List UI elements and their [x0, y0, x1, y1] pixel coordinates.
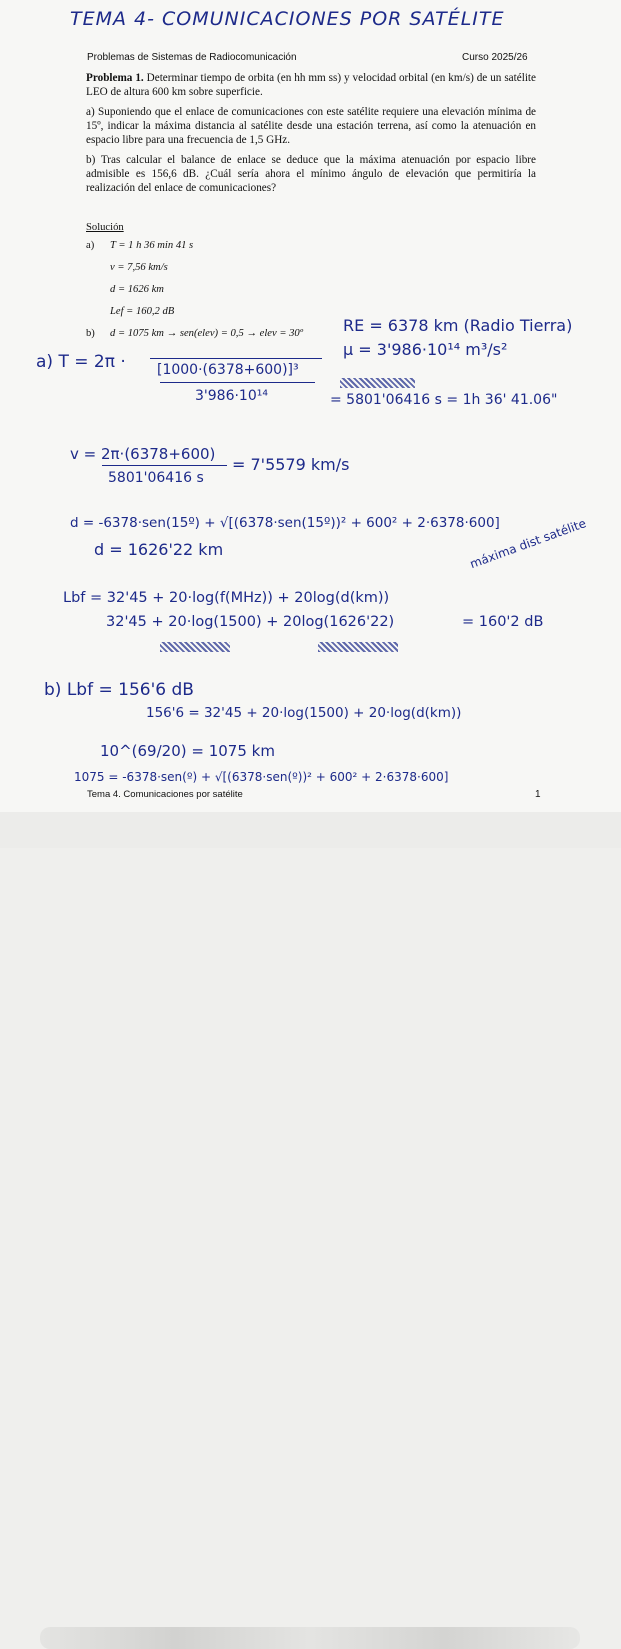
- bottom-strip: [0, 812, 621, 848]
- hw-velocity-expr: v = 2π·(6378+600): [70, 445, 216, 463]
- hw-lbf-formula: Lbf = 32'45 + 20·log(f(MHz)) + 20log(d(km)): [63, 590, 390, 606]
- hw-scribble: [160, 642, 230, 652]
- hw-distance-result: d = 1626'22 km: [94, 540, 224, 559]
- hw-lbf-result: = 160'2 dB: [462, 614, 544, 630]
- hw-b-equation: 156'6 = 32'45 + 20·log(1500) + 20·log(d(km)): [146, 705, 462, 721]
- solution-row: [86, 284, 536, 296]
- solution-b-label: b): [86, 328, 95, 339]
- hw-max-distance-note: máxima dist satélite: [468, 516, 588, 572]
- solution-a-distance: d = 1626 km: [110, 284, 164, 295]
- hw-velocity-bar: [102, 465, 227, 466]
- problem-statement: [86, 71, 536, 195]
- hw-b-lbf: b) Lbf = 156'6 dB: [44, 680, 194, 700]
- solution-a-velocity: v = 7,56 km/s: [110, 262, 168, 273]
- hw-a-period-num: [1000·(6378+600)]³: [157, 362, 299, 378]
- hw-a-period-den: 3'986·10¹⁴: [195, 388, 268, 404]
- problem-text: Determinar tiempo de orbita (en hh mm ss) y velocidad orbital (en km/s) de un satélite LEO de altura 600 km sobre superficie.: [86, 72, 536, 98]
- page-number: 1: [535, 789, 541, 800]
- hw-a-period-prefix: a) T = 2π ·: [36, 352, 126, 372]
- problem-part-b: b) Tras calcular el balance de enlace se deduce que la máxima atenuación por espacio libre admisible es 156,6 dB. ¿Cuál sería ahora el mínimo ángulo de elevación que permitiría la realización del enlace de comunicaciones?: [86, 154, 536, 194]
- hw-b-distance: 10^(69/20) = 1075 km: [100, 742, 275, 760]
- solution-a-label: a): [86, 240, 95, 251]
- hw-velocity-result: = 7'5579 km/s: [232, 455, 350, 474]
- solution-row: [86, 262, 536, 274]
- solution-a-period: T = 1 h 36 min 41 s: [110, 240, 194, 251]
- hw-scribble: [318, 642, 398, 652]
- hw-distance-expr: d = -6378·sen(15º) + √[(6378·sen(15º))² + 600² + 2·6378·600]: [70, 515, 500, 531]
- hw-scribble: [340, 378, 415, 388]
- hw-a-period-result: = 5801'06416 s = 1h 36' 41.06": [330, 392, 558, 408]
- solution-a-attenuation: Lef = 160,2 dB: [110, 306, 175, 317]
- solution-heading: Solución: [86, 222, 124, 233]
- header-left: Problemas de Sistemas de Radiocomunicación: [87, 52, 297, 63]
- blurred-area: [40, 1627, 580, 1649]
- hw-lbf-substituted: 32'45 + 20·log(1500) + 20log(1626'22): [106, 614, 395, 630]
- problem-part-a: a) Suponiendo que el enlace de comunicaciones con este satélite requiere una elevación mínima de 15º, indicar la máxima distancia al satélite desde una estación terrena, así como la atenuación en espacio libre para una frecuencia de 1,5 GHz.: [86, 106, 536, 146]
- solution-b-text: d = 1075 km → sen(elev) = 0,5 → elev = 30º: [110, 328, 303, 339]
- hw-earth-radius: RE = 6378 km (Radio Tierra): [343, 316, 573, 335]
- hw-fraction-bar: [160, 382, 315, 383]
- footer-left: Tema 4. Comunicaciones por satélite: [87, 789, 243, 800]
- hw-velocity-den: 5801'06416 s: [108, 470, 204, 486]
- header-right: Curso 2025/26: [462, 52, 528, 63]
- solution-row: [86, 240, 536, 252]
- problem-lead: Problema 1.: [86, 72, 144, 84]
- hw-mu: μ = 3'986·10¹⁴ m³/s²: [343, 340, 508, 359]
- hw-sqrt-bar: [150, 358, 322, 359]
- handwritten-title: TEMA 4- COMUNICACIONES POR SATÉLITE: [70, 8, 505, 30]
- hw-b-elevation-eq: 1075 = -6378·sen(º) + √[(6378·sen(º))² + 600² + 2·6378·600]: [74, 770, 449, 784]
